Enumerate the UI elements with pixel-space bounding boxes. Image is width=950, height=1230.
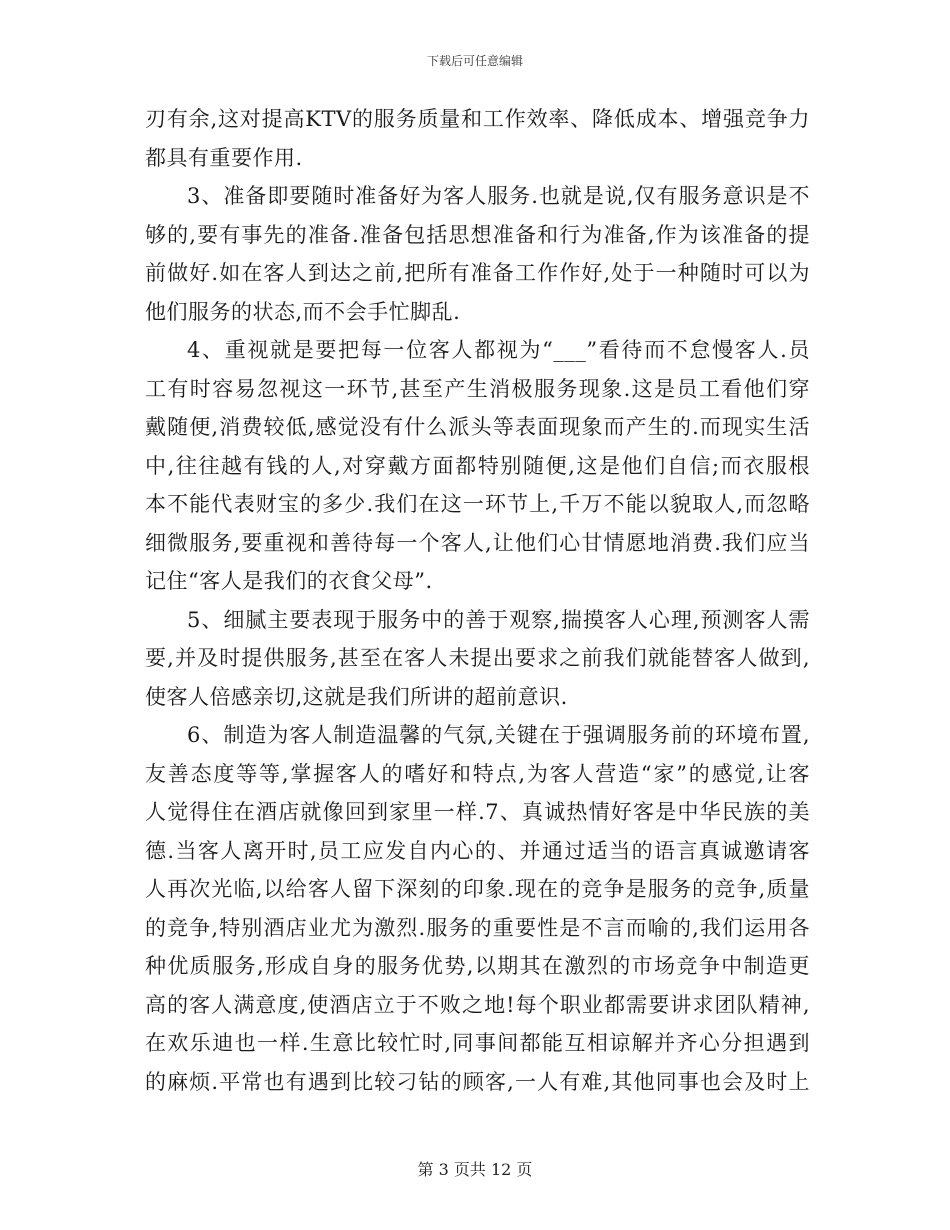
text-line: 6、制造为客人制造温馨的气氛,关键在于强调服务前的环境布置,: [187, 723, 810, 747]
text-line: 都具有重要作用.: [145, 145, 303, 170]
text-line: 种优质服务,形成自身的服务优势,以期其在激烈的市场竞争中制造更: [145, 954, 810, 978]
text-line: 戴随便,消费较低,感觉没有什么派头等表面现象而产生的.而现实生活: [145, 415, 810, 439]
text-line: 5、细腻主要表现于服务中的善于观察,揣摸客人心理,预测客人需: [187, 607, 810, 632]
text-line: 4、重视就是要把每一位客人都视为“___”看待而不怠慢客人.员: [187, 338, 810, 362]
text-line: 细微服务,要重视和善待每一个客人,让他们心甘情愿地消费.我们应当: [145, 530, 810, 555]
text-line: 的麻烦.平常也有遇到比较刁钻的顾客,一人有难,其他同事也会及时上: [145, 1069, 810, 1094]
text-line: 前做好.如在客人到达之前,把所有准备工作作好,处于一种随时可以为: [145, 261, 810, 285]
text-line: 在欢乐迪也一样.生意比较忙时,同事间都能互相谅解并齐心分担遇到: [145, 1031, 810, 1055]
text-line: 他们服务的状态,而不会手忙脚乱.: [145, 299, 461, 324]
text-line: 高的客人满意度,使酒店立于不败之地!每个职业都需要讲求团队精神,: [145, 992, 810, 1017]
text-line: 使客人倍感亲切,这就是我们所讲的超前意识.: [145, 684, 568, 709]
page-number: 第 3 页共 12 页: [417, 1160, 533, 1179]
text-line: 本不能代表财宝的多少.我们在这一环节上,千万不能以貌取人,而忽略: [145, 492, 810, 516]
text-line: 要,并及时提供服务,甚至在客人未提出要求之前我们就能替客人做到,: [145, 646, 810, 670]
text-line: 人再次光临,以给客人留下深刻的印象.现在的竞争是服务的竞争,质量: [145, 877, 810, 901]
text-line: 记住“客人是我们的衣食父母”.: [145, 569, 433, 593]
text-line: 的竞争,特别酒店业尤为激烈.服务的重要性是不言而喻的,我们运用各: [145, 915, 810, 940]
text-line: 3、准备即要随时准备好为客人服务.也就是说,仅有服务意识是不: [187, 184, 810, 208]
text-line: 刃有余,这对提高KTV的服务质量和工作效率、降低成本、增强竞争力: [145, 107, 810, 131]
text-line: 工有时容易忽视这一环节,甚至产生消极服务现象.这是员工看他们穿: [145, 376, 810, 401]
text-line: 人觉得住在酒店就像回到家里一样.7、真诚热情好客是中华民族的美: [145, 800, 810, 824]
page-header: 下载后可任意编辑: [426, 54, 523, 68]
text-line: 友善态度等等,掌握客人的嗜好和特点,为客人营造“家”的感觉,让客: [145, 761, 810, 786]
text-line: 德.当客人离开时,员工应发自内心的、并通过适当的语言真诚邀请客: [145, 838, 810, 863]
document-body: [145, 100, 810, 1101]
text-line: 够的,要有事先的准备.准备包括思想准备和行为准备,作为该准备的提: [145, 222, 810, 247]
text-line: 中,往往越有钱的人,对穿戴方面都特别随便,这是他们自信;而衣服根: [145, 453, 810, 478]
